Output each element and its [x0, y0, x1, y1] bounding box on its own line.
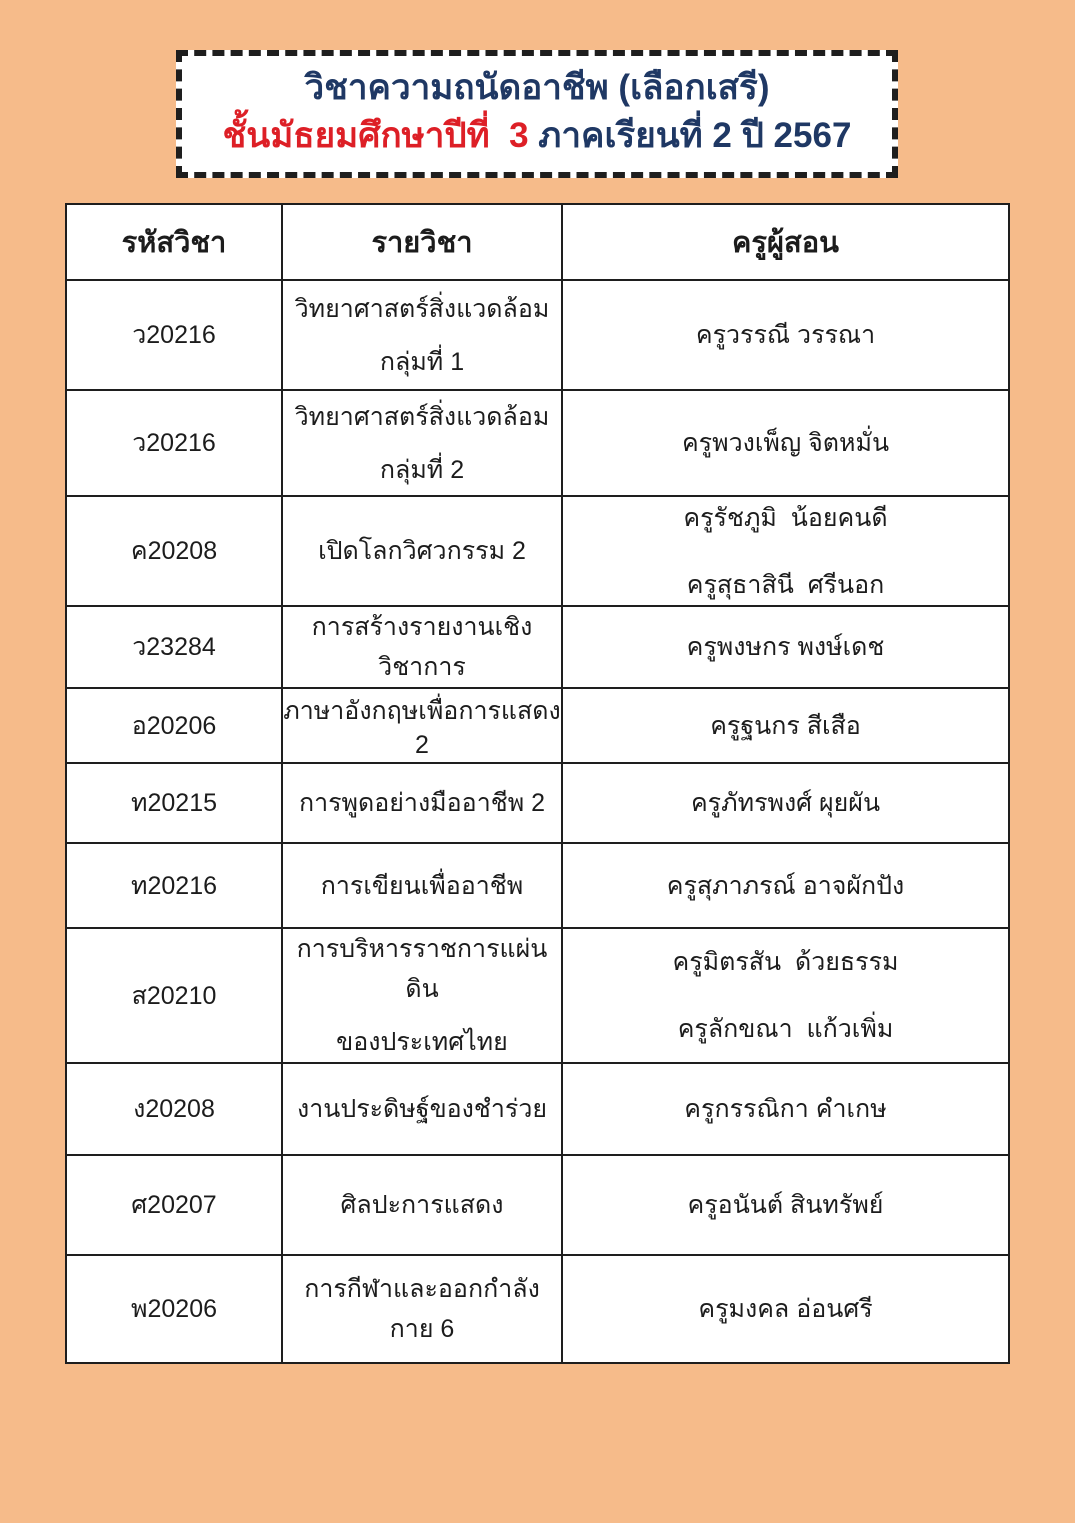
teacher-line: ครูมงคล อ่อนศรี	[698, 1295, 873, 1323]
course-code-cell	[66, 763, 282, 843]
course-code: ว23284	[132, 633, 216, 661]
subject-line: ศิลปะการแสดง	[340, 1191, 504, 1219]
table-header-row	[66, 204, 1009, 280]
course-code: ท20216	[131, 871, 217, 900]
course-code: อ20206	[131, 711, 217, 740]
teacher-line: ครูสุธาสินี ศรีนอก	[686, 570, 885, 599]
course-code: ศ20207	[131, 1191, 217, 1219]
subject-cell	[282, 1063, 562, 1155]
course-code-cell	[66, 1155, 282, 1255]
subject-cell	[282, 1155, 562, 1255]
table-row	[66, 280, 1009, 390]
course-code: ท20215	[131, 789, 217, 817]
subject-cell	[282, 390, 562, 496]
subject-cell	[282, 928, 562, 1063]
course-code: พ20206	[131, 1295, 217, 1323]
teacher-line: ครูอนันต์ สินทรัพย์	[687, 1191, 884, 1219]
subject-line: วิทยาศาสตร์สิ่งแวดล้อม	[294, 402, 550, 431]
title-line1: วิชาความถนัดอาชีพ (เลือกเสรี)	[304, 68, 770, 107]
title-line2-dark: ภาคเรียนที่ 2 ปี 2567	[528, 116, 852, 155]
subject-cell	[282, 843, 562, 928]
table-row	[66, 496, 1009, 606]
course-code-cell	[66, 496, 282, 606]
table-row	[66, 843, 1009, 928]
teacher-line: ครูพงษกร พงษ์เดช	[686, 633, 885, 661]
course-code: ว20216	[132, 321, 216, 349]
title-line2	[182, 112, 892, 160]
subject-cell	[282, 606, 562, 688]
col-header-subject: รายวิชา	[282, 204, 562, 280]
teacher-cell	[562, 843, 1009, 928]
subject-cell	[282, 763, 562, 843]
teacher-cell	[562, 606, 1009, 688]
course-code: ว20216	[132, 429, 216, 457]
course-code: ส20210	[131, 981, 217, 1010]
col-header-teacher: ครูผู้สอน	[562, 204, 1009, 280]
subject-line: การเขียนเพื่ออาชีพ	[320, 871, 524, 900]
subject-line: ภาษาอังกฤษเพื่อการแสดง 2	[283, 697, 561, 759]
subject-line: การพูดอย่างมืออาชีพ 2	[298, 789, 546, 817]
subject-cell	[282, 496, 562, 606]
teacher-cell	[562, 928, 1009, 1063]
course-code: ง20208	[133, 1095, 215, 1123]
subject-line: การบริหารราชการแผ่นดิน	[296, 935, 548, 1003]
subject-line: ของประเทศไทย	[336, 1028, 508, 1056]
teacher-cell	[562, 763, 1009, 843]
table-row	[66, 1155, 1009, 1255]
teacher-cell	[562, 280, 1009, 390]
course-code-cell	[66, 606, 282, 688]
table-row	[66, 1063, 1009, 1155]
subject-line: งานประดิษฐ์ของชำร่วย	[297, 1095, 547, 1123]
course-code-cell	[66, 688, 282, 763]
teacher-line: ครูลักขณา แก้วเพิ่ม	[677, 1015, 894, 1043]
subject-line: เปิดโลกวิศวกรรม 2	[318, 537, 526, 565]
title-line2-red: ชั้นมัธยมศึกษาปีที่ 3	[222, 116, 529, 155]
teacher-cell	[562, 1155, 1009, 1255]
table-row	[66, 688, 1009, 763]
course-code-cell	[66, 390, 282, 496]
teacher-cell	[562, 688, 1009, 763]
teacher-line: ครูพวงเพ็ญ จิตหมั่น	[681, 429, 890, 457]
subject-cell	[282, 1255, 562, 1363]
subject-cell	[282, 280, 562, 390]
teacher-line: ครูมิตรสัน ด้วยธรรม	[672, 948, 899, 976]
teacher-line: ครูรัชภูมิ น้อยคนดี	[683, 503, 888, 532]
course-code-cell	[66, 928, 282, 1063]
course-code-cell	[66, 843, 282, 928]
table-row	[66, 390, 1009, 496]
table-row	[66, 928, 1009, 1063]
teacher-line: ครูกรรณิกา คำเกษ	[684, 1095, 887, 1123]
course-table	[65, 203, 1010, 1364]
teacher-line: ครูฐนกร สีเสือ	[710, 711, 861, 740]
course-code-cell	[66, 1255, 282, 1363]
table-row	[66, 763, 1009, 843]
subject-cell	[282, 688, 562, 763]
teacher-cell	[562, 390, 1009, 496]
course-code-cell	[66, 1063, 282, 1155]
subject-line: วิทยาศาสตร์สิ่งแวดล้อม	[294, 294, 550, 323]
course-code: ค20208	[130, 537, 218, 565]
table-row	[66, 606, 1009, 688]
teacher-line: ครูภัทรพงศ์ ผุยผัน	[690, 789, 881, 817]
subject-line: การกีฬาและออกกำลังกาย 6	[304, 1275, 540, 1343]
course-code-cell	[66, 280, 282, 390]
teacher-cell	[562, 496, 1009, 606]
teacher-cell	[562, 1255, 1009, 1363]
teacher-line: ครูสุภาภรณ์ อาจผักปัง	[666, 871, 905, 900]
subject-line: กลุ่มที่ 1	[379, 347, 465, 376]
teacher-line: ครูวรรณี วรรณา	[695, 321, 876, 349]
subject-line: กลุ่มที่ 2	[379, 455, 465, 484]
subject-line: การสร้างรายงานเชิงวิชาการ	[311, 613, 533, 681]
col-header-code: รหัสวิชา	[66, 204, 282, 280]
teacher-cell	[562, 1063, 1009, 1155]
table-row	[66, 1255, 1009, 1363]
title-box	[176, 50, 898, 178]
